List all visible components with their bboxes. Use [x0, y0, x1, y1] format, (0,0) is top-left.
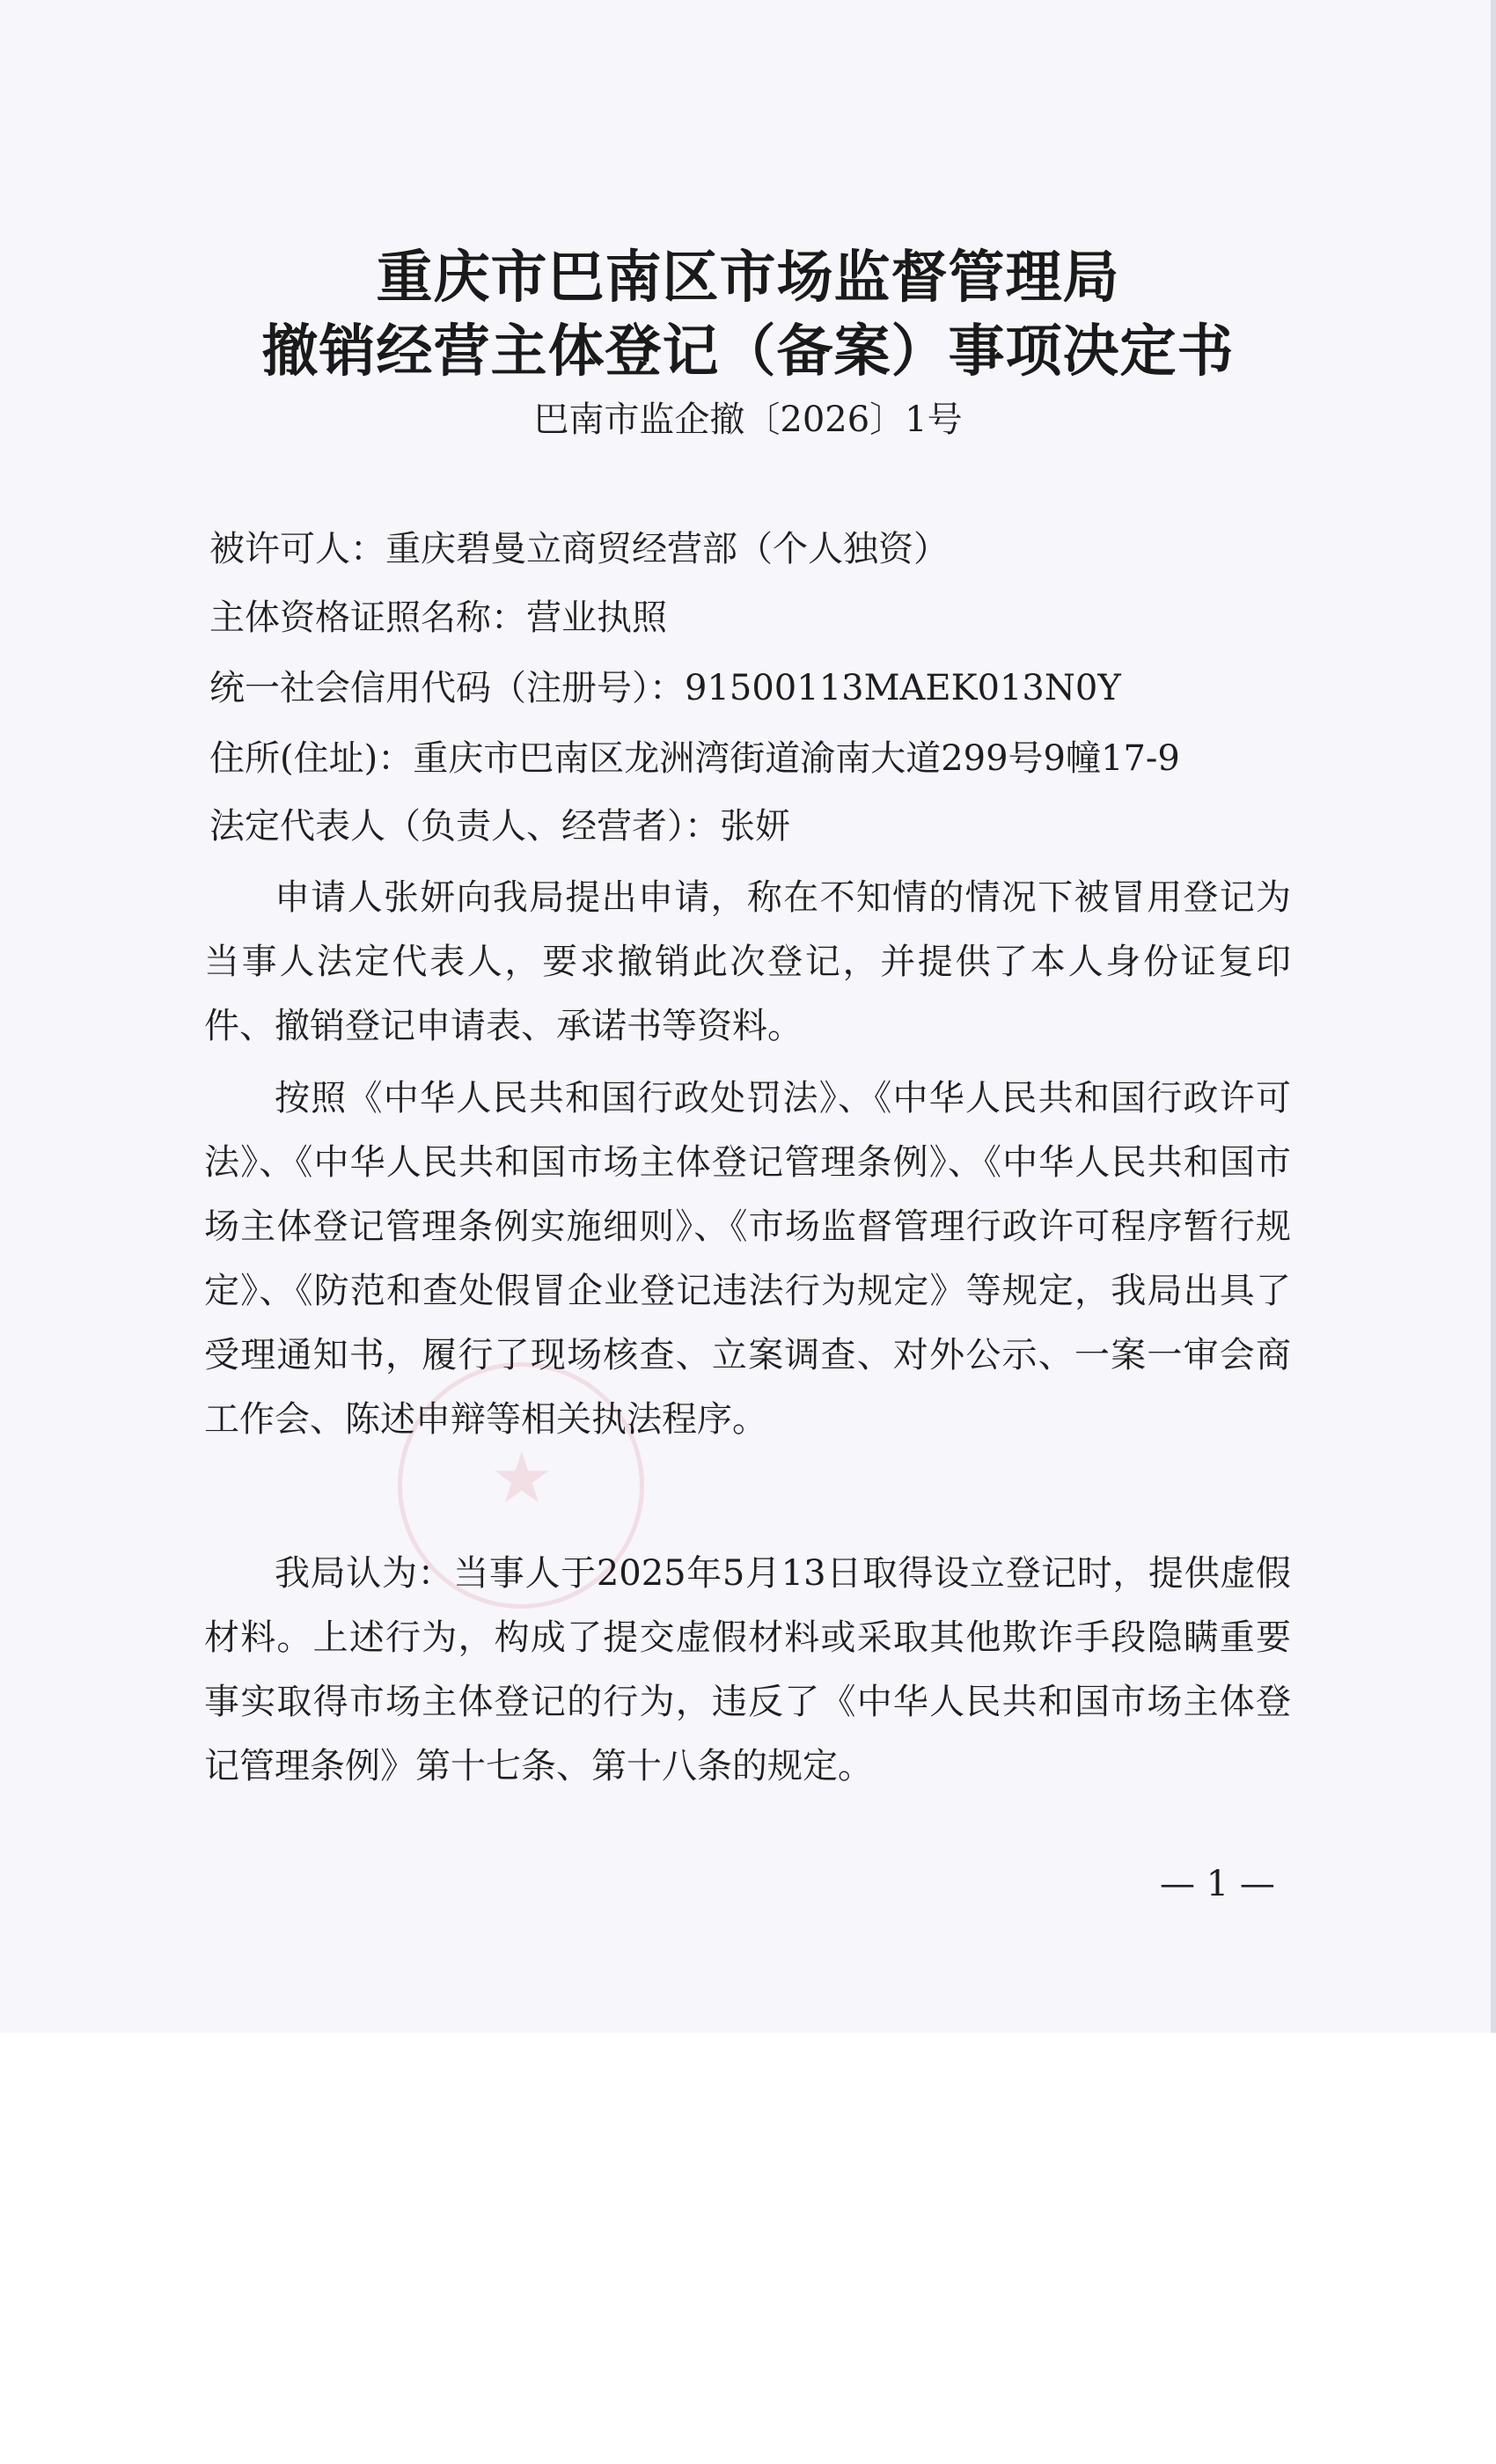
document-title-line2: 撤销经营主体登记（备案）事项决定书: [261, 319, 1235, 385]
licensee-field: 被许可人：重庆碧曼立商贸经营部（个人独资）: [209, 529, 949, 569]
seal-star-icon: ★: [490, 1437, 554, 1519]
license-name-field: 主体资格证照名称：营业执照: [209, 598, 667, 638]
body-paragraph-application: 申请人张妍向我局提出申请，称在不知情的情况下被冒用登记为当事人法定代表人，要求撤销此次登记，并提供了本人身份证复印件、撤销登记申请表、承诺书等资料。: [204, 877, 1291, 1046]
body-paragraph-finding: 我局认为：当事人于2025年5月13日取得设立登记时，提供虚假材料。上述行为，构成了提交虚假材料或采取其他欺诈手段隐瞒重要事实取得市场主体登记的行为，违反了《中华人民共和国市场主体登记管理条例》第十七条、第十八条的规定。: [204, 1553, 1291, 1786]
body-paragraph-procedure: 按照《中华人民共和国行政处罚法》、《中华人民共和国行政许可法》、《中华人民共和国市场主体登记管理条例》、《中华人民共和国市场主体登记管理条例实施细则》、《市场监督管理行政许可程序暂行规定》、《防范和查处假冒企业登记违法行为规定》等规定，我局出具了受理通知书，履行了现场核查、立案调查、对外公示、一案一审会商工作会、陈述申辩等相关执法程序。: [204, 1078, 1291, 1440]
document-number: 巴南市监企撤〔2026〕1号: [533, 400, 963, 440]
legal-representative-field: 法定代表人（负责人、经营者）：张妍: [209, 806, 790, 847]
address-field: 住所(住址)：重庆市巴南区龙洲湾街道渝南大道299号9幢17-9: [209, 738, 1180, 779]
page-number: — 1 —: [1160, 1864, 1275, 1904]
credit-code-field: 统一社会信用代码（注册号）：91500113MAEK013N0Y: [209, 668, 1121, 708]
document-title-line1: 重庆市巴南区市场监督管理局: [376, 245, 1120, 311]
